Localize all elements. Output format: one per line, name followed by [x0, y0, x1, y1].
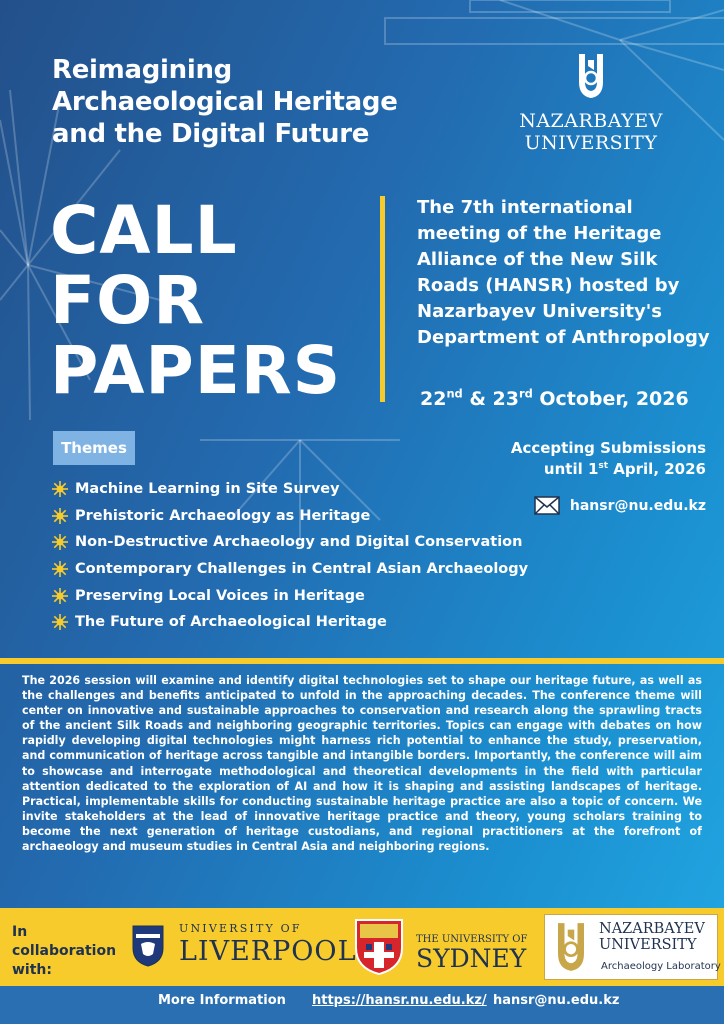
nu-lab-subtitle: Archaeology Laboratory: [601, 961, 721, 972]
call-for-papers-heading: [50, 192, 342, 409]
sydney-crest-icon: [354, 918, 404, 976]
sunburst-icon: [52, 614, 68, 630]
sydney-logo: [352, 916, 532, 978]
sunburst-icon: [52, 508, 68, 524]
sunburst-icon: [52, 534, 68, 550]
nazarbayev-university-logo: [506, 52, 676, 154]
submission-deadline: Accepting Submissions until 1st April, 2026: [510, 439, 706, 478]
contact-email[interactable]: hansr@nu.edu.kz: [534, 496, 706, 515]
theme-item: The Future of Archaeological Heritage: [52, 609, 528, 636]
sunburst-icon: [52, 481, 68, 497]
theme-item: Prehistoric Archaeology as Heritage: [52, 503, 528, 530]
liverpool-line-2: LIVERPOOL: [179, 936, 357, 967]
vertical-divider: [380, 196, 385, 402]
footer-email[interactable]: hansr@nu.edu.kz: [493, 993, 620, 1008]
sydney-line-2: SYDNEY: [416, 944, 527, 973]
conference-dates: 22nd & 23rd October, 2026: [420, 386, 689, 410]
themes-label: Themes: [53, 431, 135, 465]
liverpool-logo: [131, 920, 357, 974]
mail-icon: [534, 496, 560, 515]
sunburst-icon: [52, 588, 68, 604]
footer: [0, 986, 724, 1024]
cfp-line-2: FOR: [50, 262, 206, 339]
cfp-line-1: CALL: [50, 192, 238, 269]
liverpool-line-1: UNIVERSITY OF: [179, 922, 302, 935]
sunburst-icon: [52, 561, 68, 577]
nu-lab-name: NAZARBAYEV UNIVERSITY: [599, 921, 705, 953]
cfp-line-3: PAPERS: [50, 332, 342, 409]
horizontal-divider: [0, 658, 724, 664]
collaboration-label: In collaboration with:: [12, 924, 117, 978]
meeting-description: The 7th international meeting of the Heritage Alliance of the New Silk Roads (HANSR) hosted by Nazarbayev University's Department of Anthropology: [417, 197, 710, 348]
theme-item: Non-Destructive Archaeology and Digital Conservation: [52, 529, 528, 556]
liverpool-crest-icon: [131, 924, 165, 968]
conference-title: Reimagining Archaeological Heritage and the Digital Future: [52, 55, 398, 149]
nu-logo-name: NAZARBAYEV UNIVERSITY: [519, 110, 663, 154]
theme-item: Preserving Local Voices in Heritage: [52, 582, 528, 609]
website-link[interactable]: https://hansr.nu.edu.kz/: [312, 993, 487, 1008]
collaboration-band: [0, 908, 724, 986]
nu-archaeology-lab-logo: [544, 914, 721, 980]
nu-emblem-icon: [573, 52, 609, 100]
more-info-label: More Information: [158, 993, 286, 1008]
nu-emblem-icon: [551, 921, 591, 973]
theme-list: [52, 476, 528, 636]
theme-item: Machine Learning in Site Survey: [52, 476, 528, 503]
conference-description: The 2026 session will examine and identify digital technologies set to shape our heritage future, as well as the challenges and benefits anticipated to unfold in the approaching decades. The conference theme will center on innovative and sustainable approaches to conservation and research along the sprawling tracts of the ancient Silk Roads and neighboring geographic territories. Topics can engage with debates on how rapidly developing digital technologies might harness rich potential to enhance the study, preservation, and communication of heritage across tangible and intangible borders. Importantly, the conference will aim to showcase and interrogate methodological and theoretical developments in the field with particular attention dedicated to the exploration of AI and how it is shaping and assisting landscapes of heritage. Practical, implementable skills for conducting sustainable heritage practice are also a topic of concern. We invite stakeholders at the lead of innovative heritage practice and theory, young scholars training to become the next generation of heritage custodians, and regional practitioners at the forefront of archaeology and museum studies in Central Asia and neighboring regions.: [22, 674, 702, 854]
theme-item: Contemporary Challenges in Central Asian Archaeology: [52, 556, 528, 583]
sydney-line-1: THE UNIVERSITY OF: [416, 934, 528, 945]
